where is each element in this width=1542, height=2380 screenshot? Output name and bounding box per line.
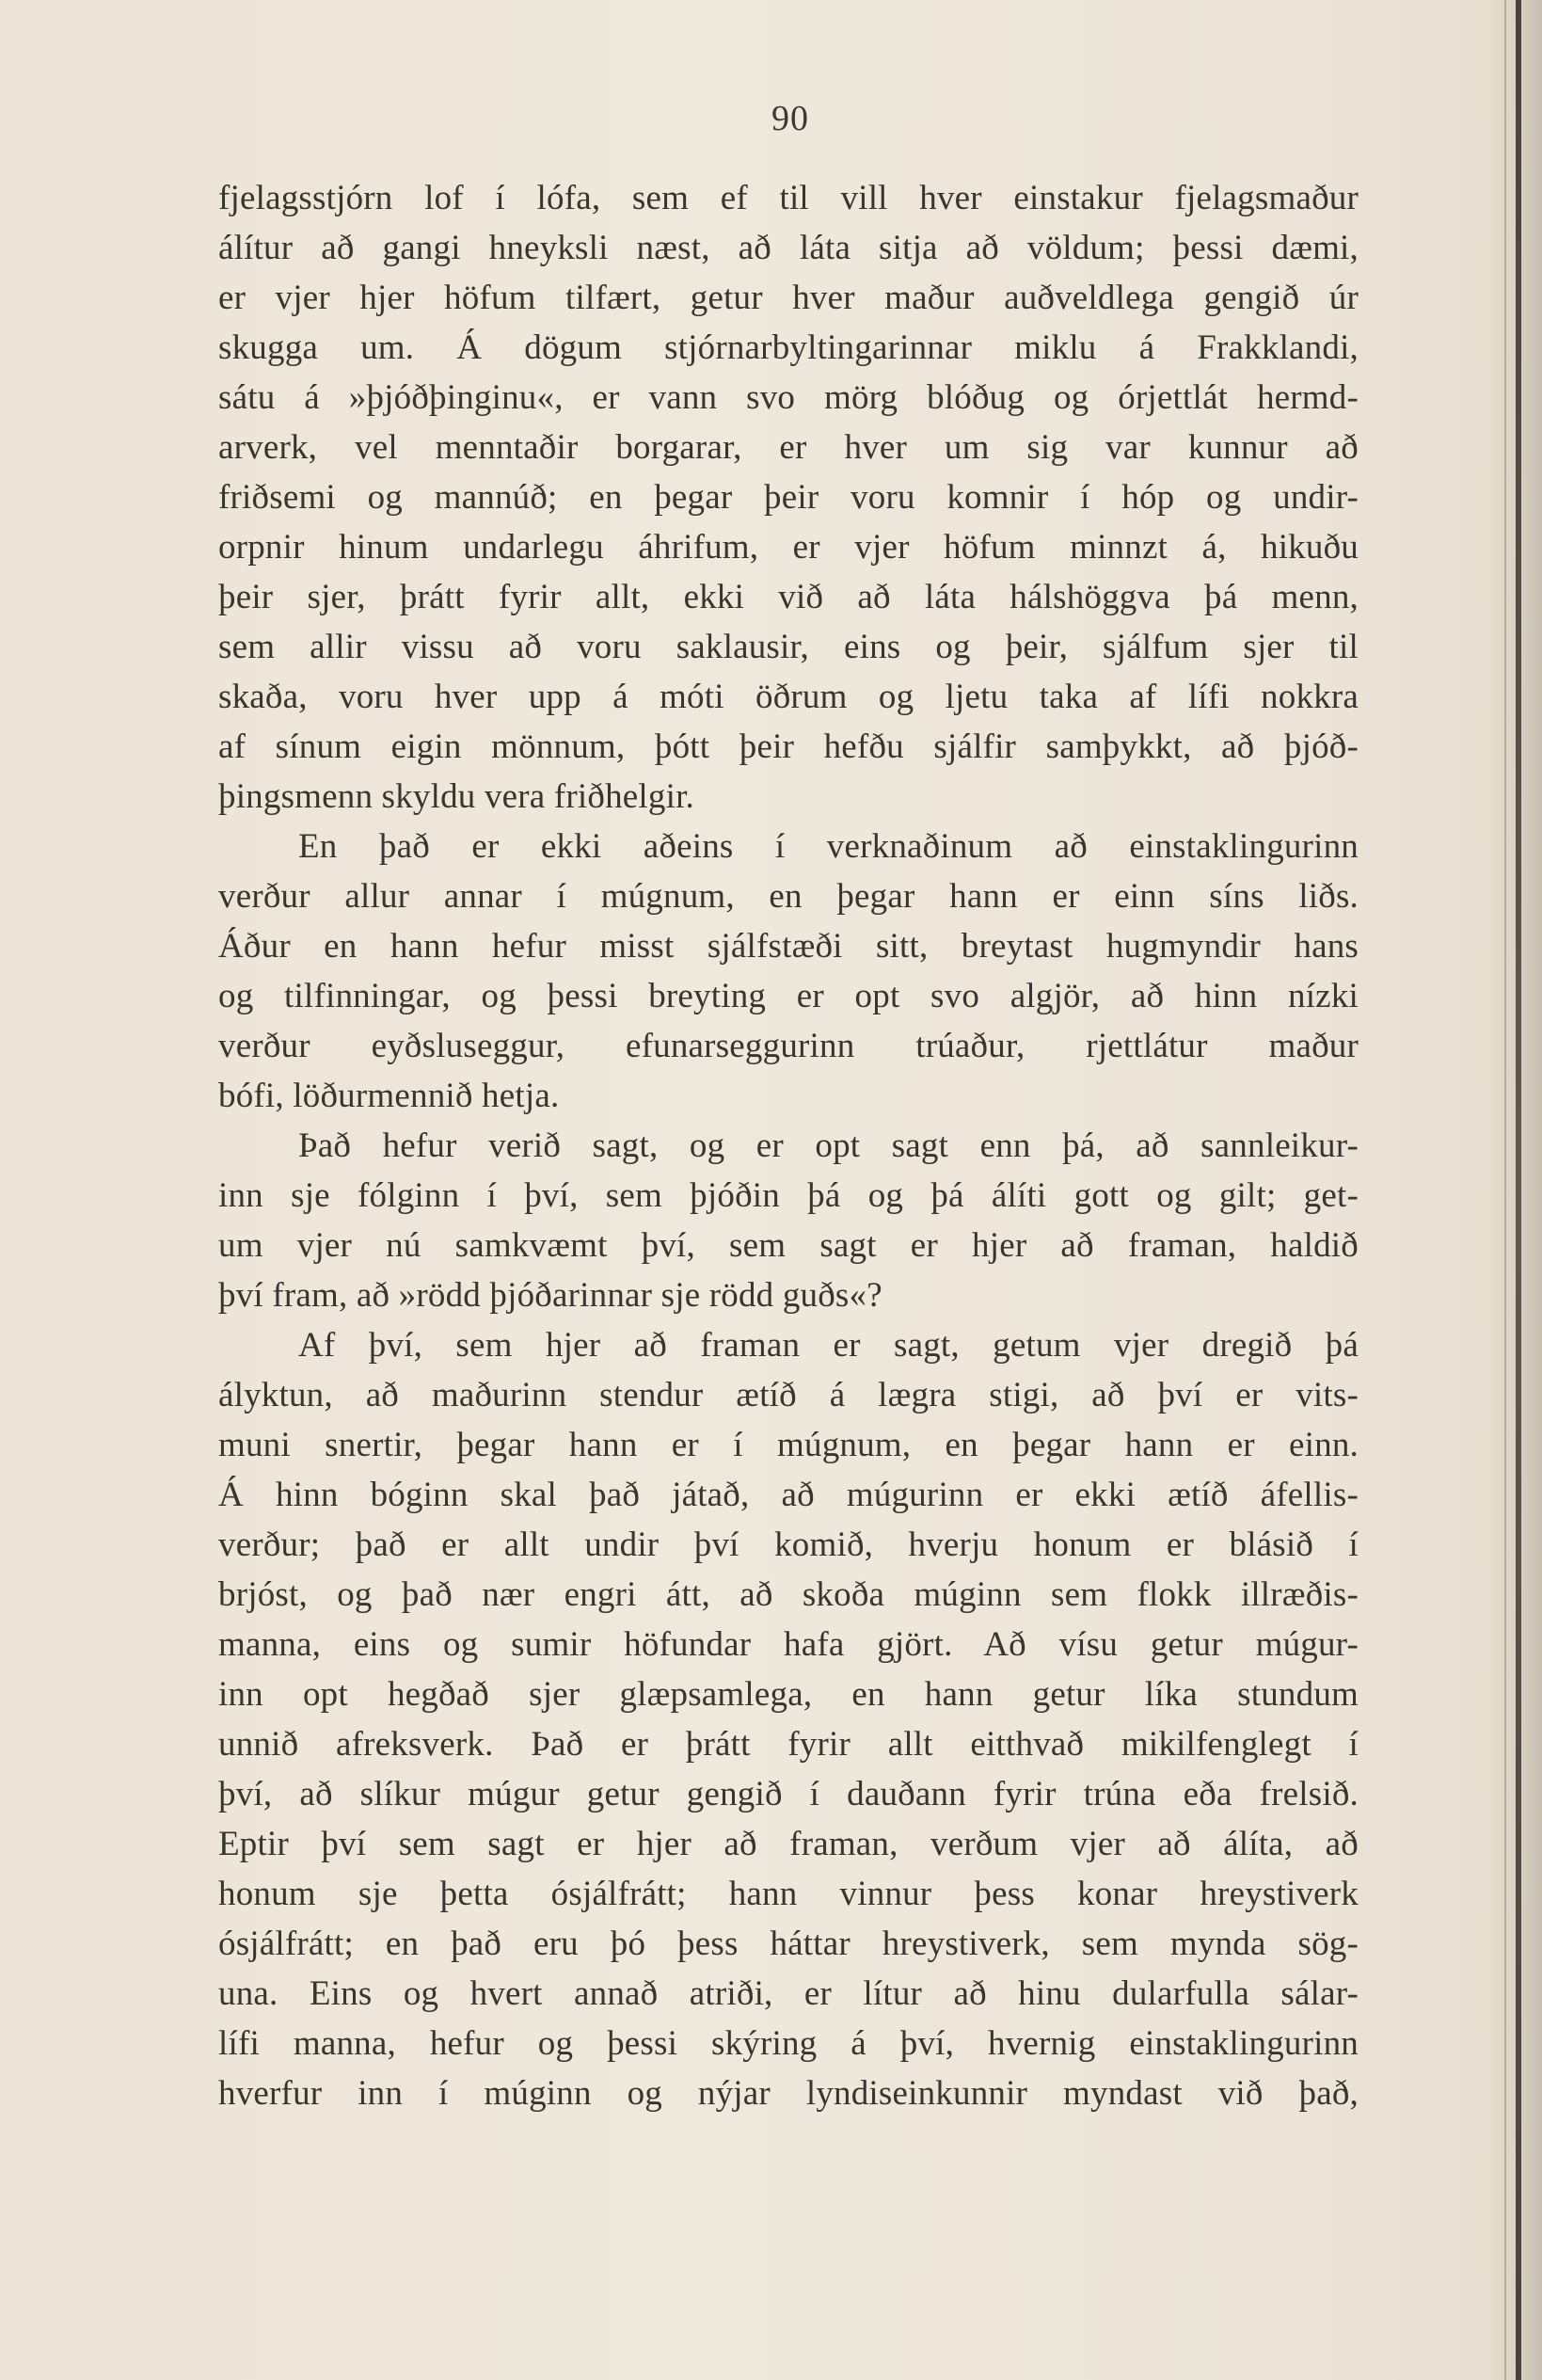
text-line: af sínum eigin mönnum, þótt þeir hefðu sjálfir samþykkt, að þjóð-	[218, 727, 1359, 766]
text-line: um vjer nú samkvæmt því, sem sagt er hjer að framan, haldið	[218, 1226, 1359, 1265]
text-line: skaða, voru hver upp á móti öðrum og ljetu taka af lífi nokkra	[218, 678, 1359, 716]
text-line: álítur að gangi hneyksli næst, að láta sitja að völdum; þessi dæmi,	[218, 229, 1359, 267]
text-line: unnið afreksverk. Það er þrátt fyrir allt eitthvað mikilfenglegt í	[218, 1725, 1359, 1764]
text-line: þeir sjer, þrátt fyrir allt, ekki við að láta hálshöggva þá menn,	[218, 578, 1359, 616]
body-text	[218, 173, 1359, 2118]
gutter-shadow	[1486, 0, 1542, 2380]
book-spine	[1516, 0, 1521, 2380]
text-line: inn opt hegðað sjer glæpsamlega, en hann getur líka stundum	[218, 1675, 1359, 1714]
text-line: ályktun, að maðurinn stendur ætíð á lægra stigi, að því er vits-	[218, 1376, 1359, 1414]
page-number: 90	[771, 99, 809, 138]
text-line: því, að slíkur múgur getur gengið í dauðann fyrir trúna eða frelsið.	[218, 1775, 1359, 1813]
text-line: brjóst, og það nær engri átt, að skoða múginn sem flokk illræðis-	[218, 1575, 1359, 1614]
text-line: orpnir hinum undarlegu áhrifum, er vjer höfum minnzt á, hikuðu	[218, 528, 1359, 567]
text-line: ósjálfrátt; en það eru þó þess háttar hreystiverk, sem mynda sög-	[218, 1925, 1359, 1963]
text-line: hverfur inn í múginn og nýjar lyndiseinkunnir myndast við það,	[218, 2074, 1359, 2113]
text-line: skugga um. Á dögum stjórnarbyltingarinnar miklu á Frakklandi,	[218, 328, 1359, 367]
text-line: því fram, að »rödd þjóðarinnar sje rödd guðs«?	[218, 1276, 882, 1315]
text-line: muni snertir, þegar hann er í múgnum, en þegar hann er einn.	[218, 1426, 1359, 1464]
text-line: Af því, sem hjer að framan er sagt, getum vjer dregið þá	[298, 1326, 1359, 1365]
text-line: bófi, löðurmennið hetja.	[218, 1077, 560, 1115]
text-line: inn sje fólginn í því, sem þjóðin þá og þá álíti gott og gilt; get-	[218, 1176, 1359, 1215]
text-line: sem allir vissu að voru saklausir, eins og þeir, sjálfum sjer til	[218, 628, 1359, 666]
text-line: lífi manna, hefur og þessi skýring á því, hvernig einstaklingurinn	[218, 2024, 1359, 2063]
text-line: En það er ekki aðeins í verknaðinum að einstaklingurinn	[298, 827, 1359, 866]
text-line: friðsemi og mannúð; en þegar þeir voru komnir í hóp og undir-	[218, 478, 1359, 517]
text-line: verður; það er allt undir því komið, hverju honum er blásið í	[218, 1525, 1359, 1564]
text-line: arverk, vel menntaðir borgarar, er hver um sig var kunnur að	[218, 428, 1359, 467]
text-line: þingsmenn skyldu vera friðhelgir.	[218, 777, 695, 816]
text-line: fjelagsstjórn lof í lófa, sem ef til vill hver einstakur fjelagsmaður	[218, 179, 1359, 217]
text-line: manna, eins og sumir höfundar hafa gjört. Að vísu getur múgur-	[218, 1625, 1359, 1664]
gutter-edge	[1504, 0, 1506, 2380]
text-line: Það hefur verið sagt, og er opt sagt enn þá, að sannleikur-	[298, 1126, 1359, 1165]
text-line: Á hinn bóginn skal það játað, að múgurinn er ekki ætíð áfellis-	[218, 1476, 1359, 1514]
text-line: sátu á »þjóðþinginu«, er vann svo mörg blóðug og órjettlát hermd-	[218, 378, 1359, 417]
text-line: verður eyðsluseggur, efunarseggurinn trúaður, rjettlátur maður	[218, 1027, 1359, 1065]
text-line: Áður en hann hefur misst sjálfstæði sitt, breytast hugmyndir hans	[218, 927, 1359, 966]
text-line: verður allur annar í múgnum, en þegar hann er einn síns liðs.	[218, 877, 1359, 916]
text-line: Eptir því sem sagt er hjer að framan, verðum vjer að álíta, að	[218, 1825, 1359, 1863]
text-line: er vjer hjer höfum tilfært, getur hver maður auðveldlega gengið úr	[218, 279, 1359, 317]
text-line: og tilfinningar, og þessi breyting er opt svo algjör, að hinn nízki	[218, 977, 1359, 1015]
text-line: honum sje þetta ósjálfrátt; hann vinnur þess konar hreystiverk	[218, 1875, 1359, 1913]
text-line: una. Eins og hvert annað atriði, er lítur að hinu dularfulla sálar-	[218, 1974, 1359, 2013]
